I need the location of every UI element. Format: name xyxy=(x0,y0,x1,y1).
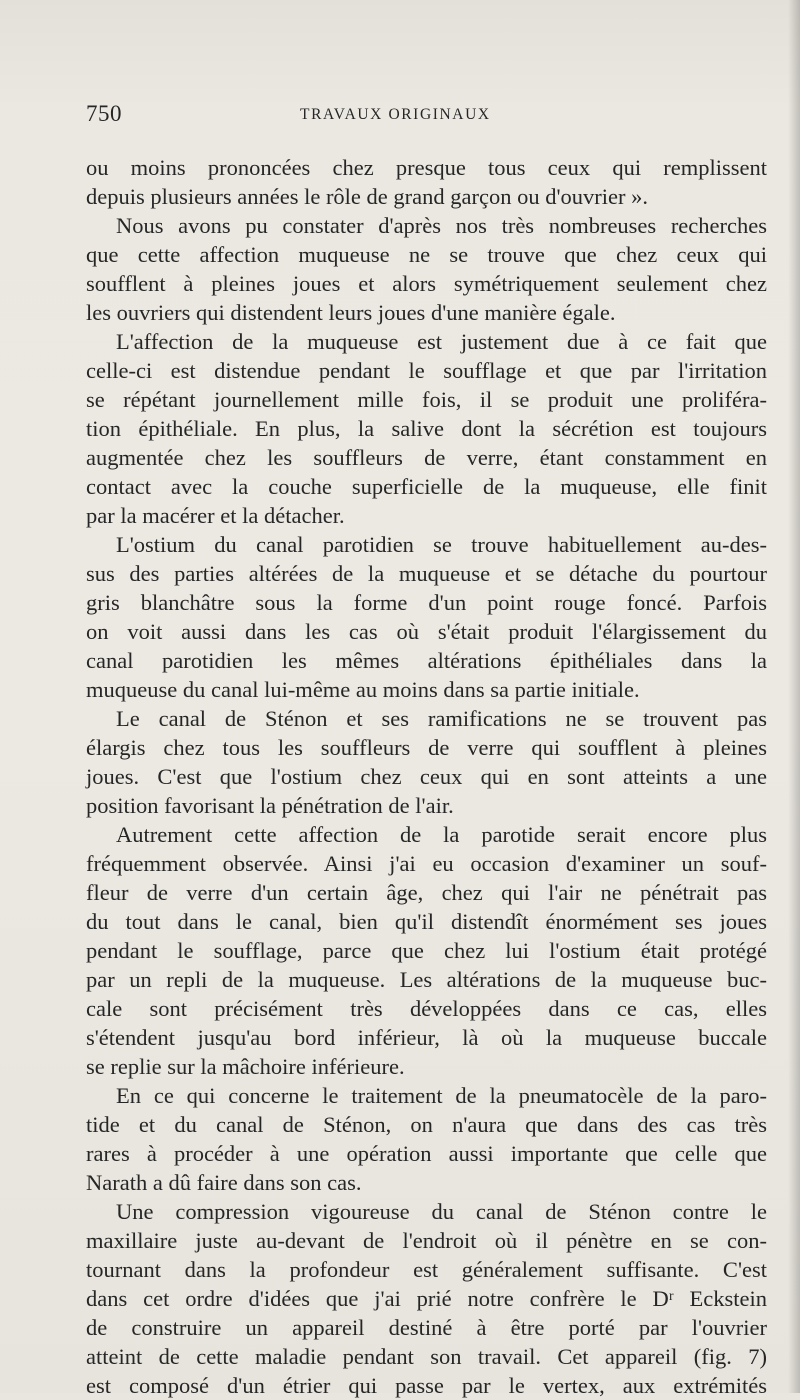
text-line: soufflent à pleines joues et alors symétriquement seulement chez xyxy=(86,271,767,296)
text-line: atteint de cette maladie pendant son travail. Cet appareil (fig. 7) xyxy=(86,1344,767,1369)
text-line: élargis chez tous les souffleurs de verre qui soufflent à pleines xyxy=(86,735,767,760)
text-line: maxillaire juste au-devant de l'endroit où il pénètre en se con- xyxy=(86,1228,767,1253)
text-line: pendant le soufflage, parce que chez lui l'ostium était protégé xyxy=(86,938,767,963)
text-line: tide et du canal de Sténon, on n'aura que dans des cas très xyxy=(86,1112,767,1137)
text-line: rares à procéder à une opération aussi importante que celle que xyxy=(86,1141,767,1166)
text-line: Nous avons pu constater d'après nos très nombreuses recherches xyxy=(116,213,767,238)
text-line: fleur de verre d'un certain âge, chez qui l'air ne pénétrait pas xyxy=(86,880,767,905)
text-line: cale sont précisément très développées dans ce cas, elles xyxy=(86,996,767,1021)
text-line: depuis plusieurs années le rôle de grand garçon ou d'ouvrier ». xyxy=(86,184,649,209)
text-line: par la macérer et la détacher. xyxy=(86,503,345,528)
text-line: gris blanchâtre sous la forme d'un point rouge foncé. Parfois xyxy=(86,590,767,615)
text-line: contact avec la couche superficielle de la muqueuse, elle finit xyxy=(86,474,767,499)
text-line: du tout dans le canal, bien qu'il distendît énormément ses joues xyxy=(86,909,767,934)
text-line: de construire un appareil destiné à être porté par l'ouvrier xyxy=(86,1315,767,1340)
text-line: sus des parties altérées de la muqueuse et se détache du pourtour xyxy=(86,561,767,586)
text-line: Narath a dû faire dans son cas. xyxy=(86,1170,362,1195)
text-line: les ouvriers qui distendent leurs joues d'une manière égale. xyxy=(86,300,616,325)
text-line: muqueuse du canal lui-même au moins dans sa partie initiale. xyxy=(86,677,640,702)
body-text xyxy=(86,153,767,1400)
page-number: 750 xyxy=(86,101,122,126)
text-line: se replie sur la mâchoire inférieure. xyxy=(86,1054,405,1079)
text-line: Autrement cette affection de la parotide serait encore plus xyxy=(116,822,767,847)
text-line: se répétant journellement mille fois, il se produit une proliféra- xyxy=(86,387,767,412)
page-header xyxy=(86,101,766,131)
text-line: Le canal de Sténon et ses ramifications ne se trouvent pas xyxy=(116,706,767,731)
text-line: L'affection de la muqueuse est justement due à ce fait que xyxy=(116,329,767,354)
text-line: En ce qui concerne le traitement de la pneumatocèle de la paro- xyxy=(116,1083,767,1108)
text-line: que cette affection muqueuse ne se trouve que chez ceux qui xyxy=(86,242,767,267)
text-line: par un repli de la muqueuse. Les altérations de la muqueuse buc- xyxy=(86,967,767,992)
text-line: tournant dans la profondeur est généralement suffisante. C'est xyxy=(86,1257,767,1282)
text-line: canal parotidien les mêmes altérations épithéliales dans la xyxy=(86,648,767,673)
text-line: augmentée chez les souffleurs de verre, étant constamment en xyxy=(86,445,767,470)
text-line: ou moins prononcées chez presque tous ceux qui remplissent xyxy=(86,155,767,180)
text-line: Une compression vigoureuse du canal de Sténon contre le xyxy=(116,1199,767,1224)
text-line: s'étendent jusqu'au bord inférieur, là où la muqueuse buccale xyxy=(86,1025,767,1050)
text-line: est composé d'un étrier qui passe par le vertex, aux extrémités xyxy=(86,1373,767,1398)
text-line: position favorisant la pénétration de l'air. xyxy=(86,793,454,818)
text-line: dans cet ordre d'idées que j'ai prié notre confrère le Dʳ Eckstein xyxy=(86,1286,767,1311)
text-line: L'ostium du canal parotidien se trouve habituellement au-des- xyxy=(116,532,767,557)
running-head: TRAVAUX ORIGINAUX xyxy=(300,106,491,123)
text-line: joues. C'est que l'ostium chez ceux qui en sont atteints a une xyxy=(86,764,767,789)
text-line: fréquemment observée. Ainsi j'ai eu occasion d'examiner un souf- xyxy=(86,851,767,876)
text-line: on voit aussi dans les cas où s'était produit l'élargissement du xyxy=(86,619,767,644)
text-line: tion épithéliale. En plus, la salive dont la sécrétion est toujours xyxy=(86,416,767,441)
text-line: celle-ci est distendue pendant le soufflage et que par l'irritation xyxy=(86,358,767,383)
